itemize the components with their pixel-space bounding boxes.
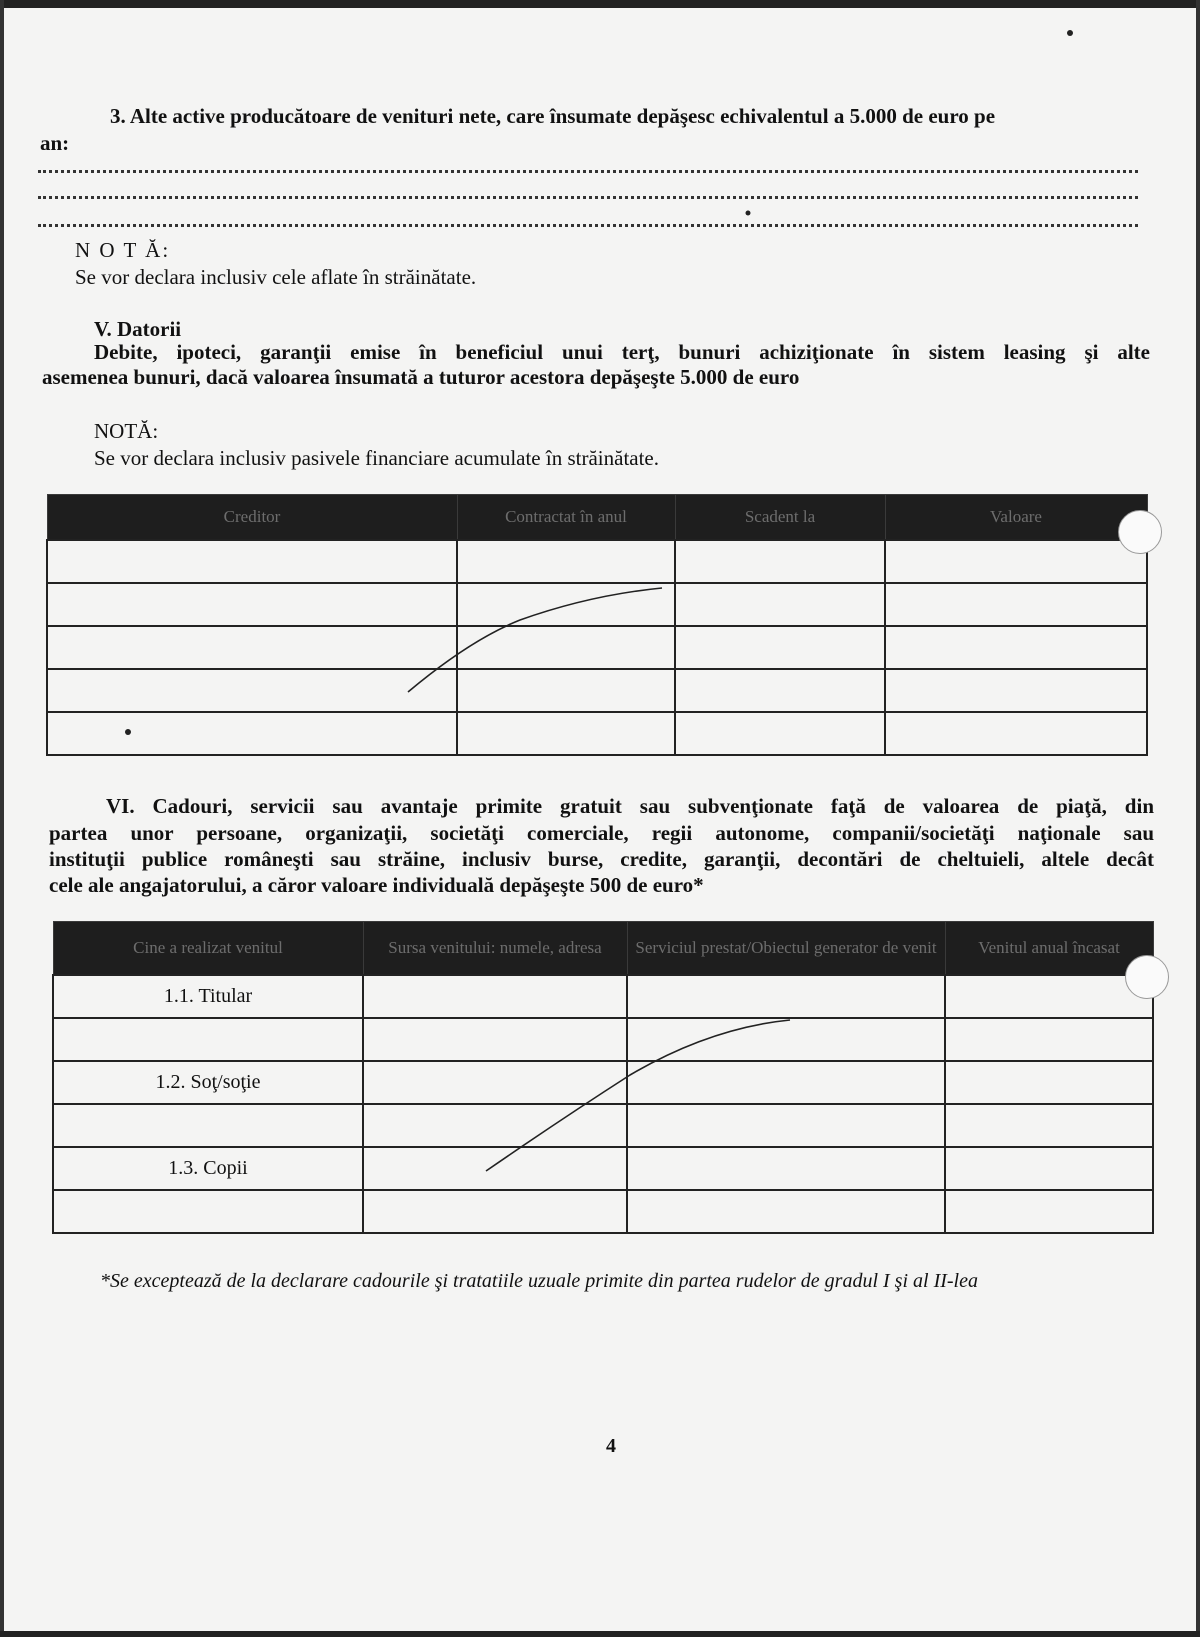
table-cell	[627, 1061, 945, 1104]
table-cell	[47, 712, 457, 755]
table-cell	[363, 1147, 627, 1190]
header-service-object: Serviciul prestat/Obiectul generator de venit	[627, 922, 945, 976]
table-cell	[885, 583, 1147, 626]
ink-speck	[1067, 30, 1073, 36]
scan-border-right	[1196, 0, 1200, 1637]
table-cell	[53, 1190, 363, 1233]
table-row	[53, 1147, 1153, 1190]
footnote: *Se exceptează de la declarare cadourile şi tratatiile uzuale primite din partea rudelor de gradul I şi al II-lea	[100, 1270, 978, 1292]
gifts-table-header	[53, 922, 1153, 976]
table-cell	[363, 1104, 627, 1147]
header-who-earned: Cine a realizat venitul	[53, 922, 363, 976]
dotted-line-3	[38, 220, 1138, 227]
table-cell	[457, 669, 675, 712]
sectionV-description-line2: asemenea bunuri, dacă valoarea însumată a tuturor acestora depăşeşte 5.000 de euro	[42, 365, 800, 389]
table-cell	[457, 583, 675, 626]
table-cell	[53, 1104, 363, 1147]
dotted-line-1	[38, 166, 1138, 173]
table-cell	[363, 1018, 627, 1061]
section3-note-text: Se vor declara inclusiv cele aflate în străinătate.	[75, 265, 477, 289]
table-row	[47, 540, 1147, 583]
table-cell	[627, 975, 945, 1018]
table-row	[53, 975, 1153, 1018]
table-cell	[945, 1061, 1153, 1104]
page-number: 4	[606, 1435, 616, 1457]
debts-table	[46, 494, 1148, 756]
sectionV-note-text: Se vor declara inclusiv pasivele financiare acumulate în străinătate.	[94, 446, 660, 470]
table-row	[47, 583, 1147, 626]
table-cell	[675, 583, 885, 626]
ink-speck	[746, 211, 751, 216]
row-label-spouse: 1.2. Soţ/soţie	[53, 1061, 363, 1104]
table-cell	[363, 1061, 627, 1104]
table-cell	[885, 712, 1147, 755]
row-label-children: 1.3. Copii	[53, 1147, 363, 1190]
table-cell	[627, 1104, 945, 1147]
punch-hole	[1118, 510, 1162, 554]
table-cell	[627, 1147, 945, 1190]
header-value: Valoare	[885, 495, 1147, 541]
table-cell	[47, 669, 457, 712]
table-cell	[945, 975, 1153, 1018]
table-cell	[675, 669, 885, 712]
table-cell	[885, 626, 1147, 669]
table-row	[53, 1190, 1153, 1233]
row-label-titular: 1.1. Titular	[53, 975, 363, 1018]
sectionVI-line4: cele ale angajatorului, a căror valoare individuală depăşeşte 500 de euro*	[49, 873, 704, 897]
table-cell	[363, 975, 627, 1018]
gifts-table	[52, 921, 1154, 1234]
table-cell	[675, 540, 885, 583]
sectionVI-line1: VI. Cadouri, servicii sau avantaje primite gratuit sau subvenţionate faţă de valoarea de piaţă, din	[106, 794, 1154, 818]
table-cell	[53, 1018, 363, 1061]
header-income-source: Sursa venitului: numele, adresa	[363, 922, 627, 976]
dotted-line-2	[38, 192, 1138, 199]
table-cell	[675, 712, 885, 755]
debts-table-header	[47, 495, 1147, 541]
table-cell	[885, 669, 1147, 712]
punch-hole	[1125, 955, 1169, 999]
section3-note-label: N O T Ă:	[75, 238, 171, 262]
table-cell	[945, 1147, 1153, 1190]
table-row	[47, 712, 1147, 755]
section3-title: 3. Alte active producătoare de venituri nete, care însumate depăşesc echivalentul a 5.000 de euro pe	[110, 104, 996, 128]
table-cell	[47, 583, 457, 626]
sectionV-title: V. Datorii	[94, 317, 182, 341]
table-cell	[457, 626, 675, 669]
header-due-date: Scadent la	[675, 495, 885, 541]
table-cell	[945, 1190, 1153, 1233]
table-cell	[945, 1104, 1153, 1147]
table-row	[53, 1061, 1153, 1104]
sectionVI-line2: partea unor persoane, organizaţii, societăţi comerciale, regii autonome, companii/societăţi naţionale sau	[49, 821, 1154, 845]
table-cell	[675, 626, 885, 669]
table-cell	[363, 1190, 627, 1233]
table-cell	[627, 1190, 945, 1233]
table-row	[53, 1018, 1153, 1061]
table-cell	[457, 712, 675, 755]
scan-border-top	[0, 0, 1200, 8]
header-annual-income: Venitul anual încasat	[945, 922, 1153, 976]
header-creditor: Creditor	[47, 495, 457, 541]
table-cell	[885, 540, 1147, 583]
table-cell	[457, 540, 675, 583]
table-cell	[627, 1018, 945, 1061]
sectionVI-line3: instituţii publice româneşti sau străine, inclusiv burse, credite, garanţii, decontări de cheltuieli, altele decât	[49, 847, 1154, 871]
header-contracted-year: Contractat în anul	[457, 495, 675, 541]
table-row	[53, 1104, 1153, 1147]
table-cell	[945, 1018, 1153, 1061]
table-row	[47, 626, 1147, 669]
scan-border-left	[0, 0, 4, 1637]
table-row	[47, 669, 1147, 712]
table-cell	[47, 626, 457, 669]
section3-title-cont: an:	[40, 131, 70, 155]
table-cell	[47, 540, 457, 583]
sectionV-note-label: NOTĂ:	[94, 419, 159, 443]
scan-border-bottom	[0, 1631, 1200, 1637]
sectionV-description-line1: Debite, ipoteci, garanţii emise în beneficiul unui terţ, bunuri achiziţionate în sistem leasing şi alte	[94, 340, 1150, 364]
